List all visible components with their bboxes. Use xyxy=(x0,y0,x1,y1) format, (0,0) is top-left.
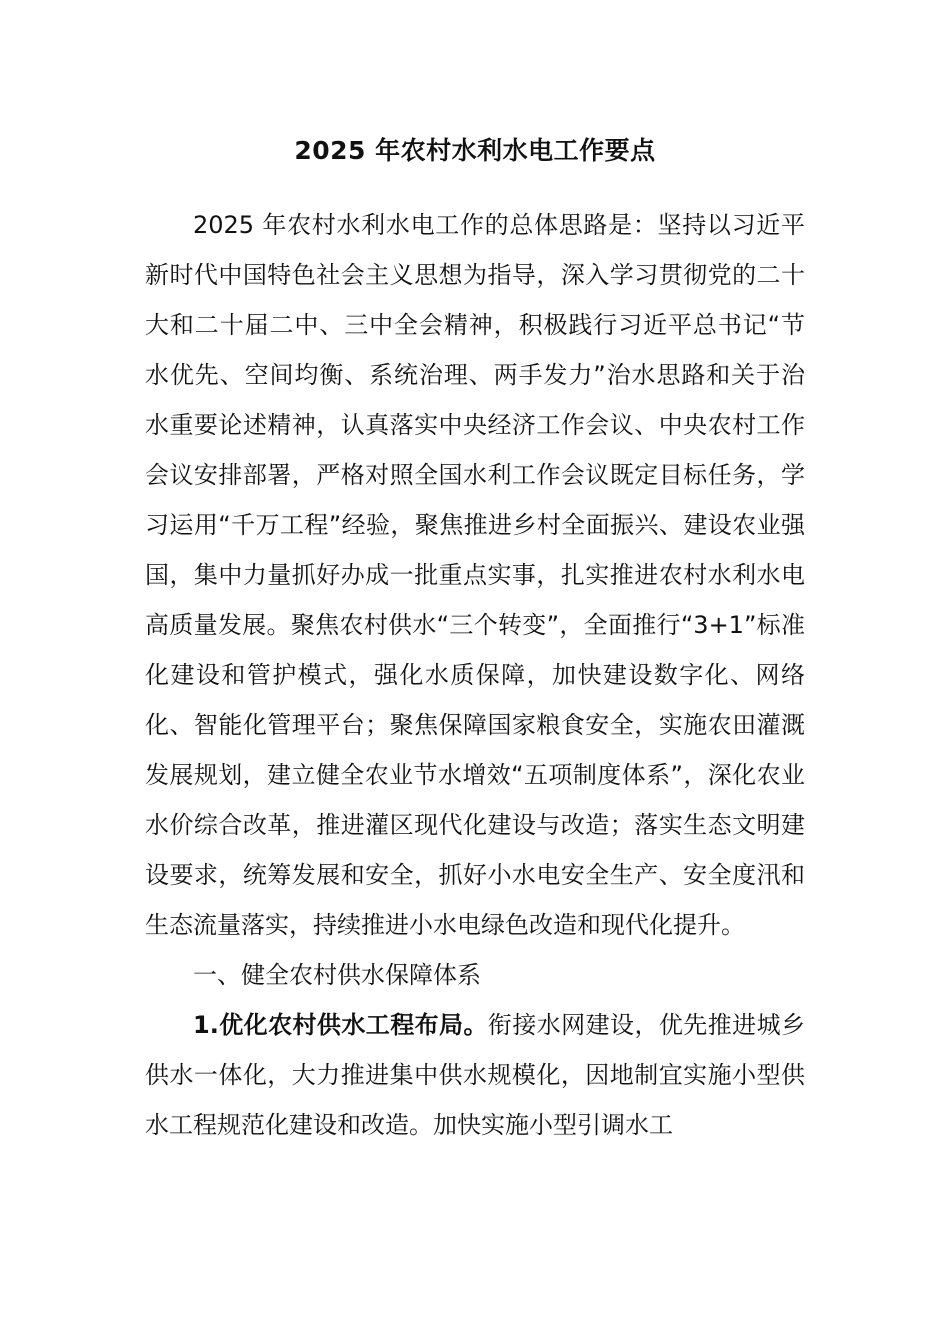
section-heading-text: 一、健全农村供水保障体系 xyxy=(193,961,481,989)
document-title: 2025 年农村水利水电工作要点 xyxy=(294,136,656,165)
item-lead-heading: 1.优化农村供水工程布局。 xyxy=(193,1011,488,1039)
paragraph-overall-approach xyxy=(145,200,805,950)
paragraph-text: 2025 年农村水利水电工作的总体思路是：坚持以习近平新时代中国特色社会主义思想为指导，深入学习贯彻党的二十大和二十届二中、三中全会精神，积极践行习近平总书记“节水优先、空间均衡、系统治理、两手发力”治水思路和关于治水重要论述精神，认真落实中央经济工作会议、中央农村工作会议安排部署，严格对照全国水利工作会议既定目标任务，学习运用“千万工程”经验，聚焦推进乡村全面振兴、建设农业强国，集中力量抓好办成一批重点实事，扎实推进农村水利水电高质量发展。聚焦农村供水“三个转变”，全面推行“3+1”标准化建设和管护模式，强化水质保障，加快建设数字化、网络化、智能化管理平台；聚焦保障国家粮食安全，实施农田灌溉发展规划，建立健全农业节水增效“五项制度体系”，深化农业水价综合改革，推进灌区现代化建设与改造；落实生态文明建设要求，统筹发展和安全，抓好小水电安全生产、安全度汛和生态流量落实，持续推进小水电绿色改造和现代化提升。 xyxy=(145,211,805,939)
paragraph-item-1 xyxy=(145,1000,805,1150)
document-body xyxy=(145,200,805,1150)
section-heading-rural-water-supply xyxy=(145,950,805,1000)
paragraph-text: 衔接水网建设，优先推进城乡供水一体化，大力推进集中供水规模化，因地制宜实施小型供水工程规范化建设和改造。加快实施小型引调水工 xyxy=(145,1011,805,1139)
